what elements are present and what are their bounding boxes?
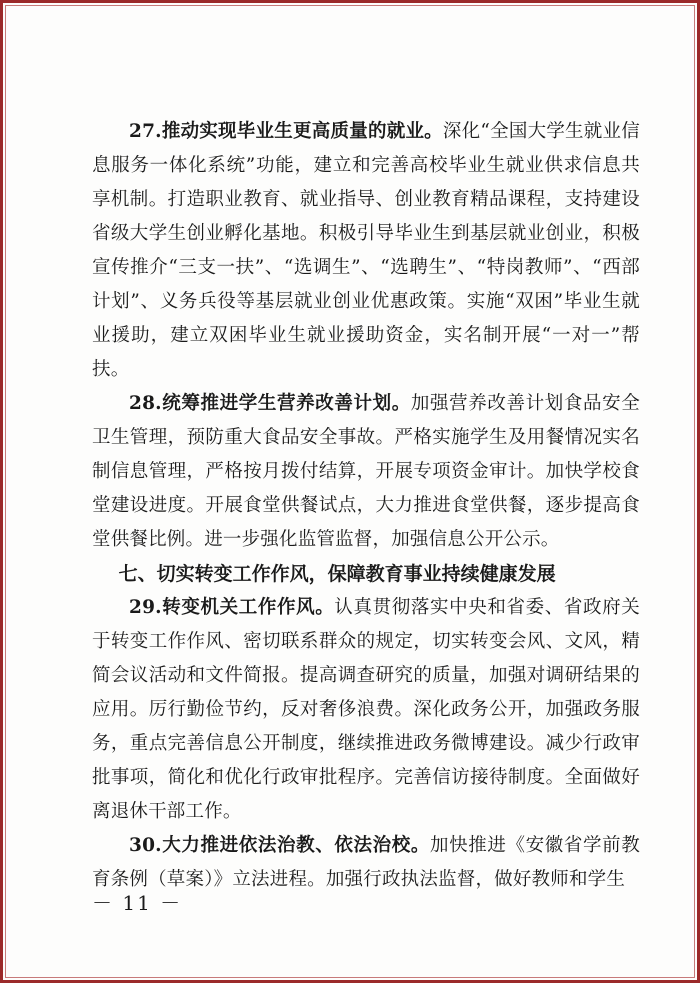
paragraph-29-body: 认真贯彻落实中央和省委、省政府关于转变工作作风、密切联系群众的规定，切实转变会风、文风，精简会议活动和文件简报。提高调查研究的质量，加强对调研结果的应用。厉行勤俭节约，反对奢侈浪费。深化政务公开，加强政务服务，重点完善信息公开制度，继续推进政务微博建设。减少行政审批事项，简化和优化行政审批程序。完善信访接待制度。全面做好离退休干部工作。 bbox=[92, 597, 640, 822]
page-number: － 11 － bbox=[92, 891, 183, 915]
paragraph-28 bbox=[92, 387, 640, 557]
paragraph-29 bbox=[92, 591, 640, 829]
paragraph-27-body: 深化“全国大学生就业信息服务一体化系统”功能，建立和完善高校毕业生就业供求信息共享机制。打造职业教育、就业指导、创业教育精品课程，支持建设省级大学生创业孵化基地。积极引导毕业生到基层就业创业，积极宣传推介“三支一扶”、“选调生”、“选聘生”、“特岗教师”、“西部计划”、义务兵役等基层就业创业优惠政策。实施“双困”毕业生就业援助，建立双困毕业生就业援助资金，实名制开展“一对一”帮扶。 bbox=[92, 121, 640, 380]
paragraph-29-lead: 29.转变机关工作作风。 bbox=[129, 597, 335, 618]
paragraph-27 bbox=[92, 115, 640, 387]
paragraph-30-body: 加快推进《安徽省学前教育条例（草案）》立法进程。加强行政执法监督，做好教师和学生 bbox=[92, 835, 640, 890]
paragraph-30-lead: 30.大力推进依法治教、依法治校。 bbox=[129, 835, 431, 856]
paragraph-27-lead: 27.推动实现毕业生更高质量的就业。 bbox=[129, 121, 443, 142]
paragraph-28-body: 加强营养改善计划食品安全卫生管理，预防重大食品安全事故。严格实施学生及用餐情况实名制信息管理，严格按月拨付结算，开展专项资金审计。加快学校食堂建设进度。开展食堂供餐试点，大力推进食堂供餐，逐步提高食堂供餐比例。进一步强化监管监督，加强信息公开公示。 bbox=[92, 393, 641, 550]
paragraph-28-lead: 28.统筹推进学生营养改善计划。 bbox=[129, 393, 411, 414]
document-body bbox=[92, 115, 640, 897]
section-heading: 七、切实转变工作作风，保障教育事业持续健康发展 bbox=[118, 563, 556, 585]
